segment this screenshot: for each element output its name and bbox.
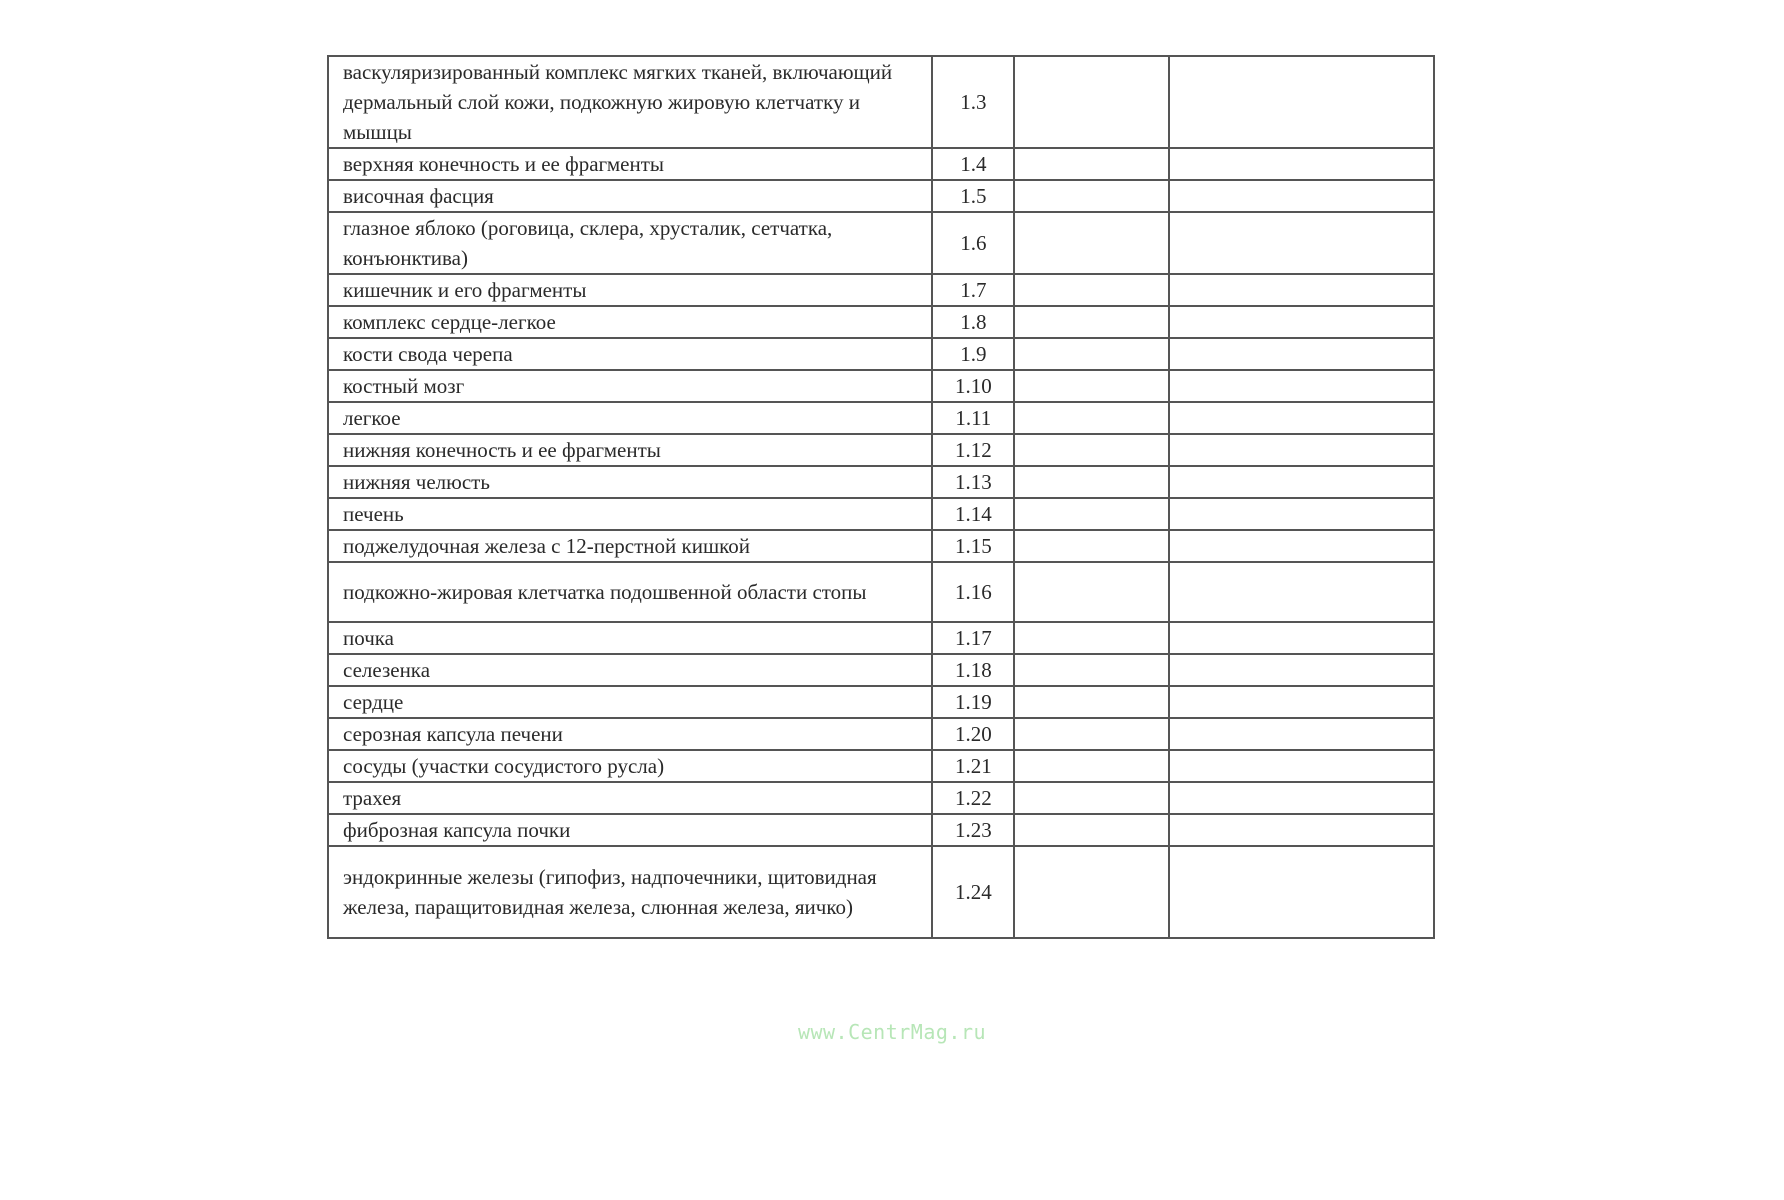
organ-name-cell: серозная капсула печени [328,718,932,750]
table-row [328,686,1434,718]
organ-name-cell: нижняя конечность и ее фрагменты [328,434,932,466]
organ-code-cell: 1.16 [932,562,1014,622]
table-row [328,750,1434,782]
table-row [328,402,1434,434]
organ-name-cell: нижняя челюсть [328,466,932,498]
organ-code-cell: 1.4 [932,148,1014,180]
table-row [328,846,1434,938]
empty-cell [1014,782,1169,814]
empty-cell [1014,466,1169,498]
organ-name-cell: сосуды (участки сосудистого русла) [328,750,932,782]
organ-table [327,55,1435,939]
organ-code-cell: 1.14 [932,498,1014,530]
organ-name-cell: поджелудочная железа с 12-перстной кишкой [328,530,932,562]
organ-code-cell: 1.17 [932,622,1014,654]
empty-cell [1014,306,1169,338]
organ-name-cell: кишечник и его фрагменты [328,274,932,306]
table-row [328,148,1434,180]
organ-code-cell: 1.18 [932,654,1014,686]
empty-cell [1169,562,1434,622]
table-row [328,466,1434,498]
organ-code-cell: 1.13 [932,466,1014,498]
empty-cell [1014,148,1169,180]
empty-cell [1014,686,1169,718]
empty-cell [1014,56,1169,148]
empty-cell [1014,212,1169,274]
empty-cell [1169,686,1434,718]
empty-cell [1014,180,1169,212]
empty-cell [1014,718,1169,750]
organ-name-cell: печень [328,498,932,530]
organ-name-cell: височная фасция [328,180,932,212]
organ-code-cell: 1.11 [932,402,1014,434]
organ-code-cell: 1.15 [932,530,1014,562]
table-row [328,370,1434,402]
organ-name-cell: селезенка [328,654,932,686]
table-row [328,814,1434,846]
organ-name-cell: васкуляризированный комплекс мягких тканей, включающий дермальный слой кожи, подкожную жировую клетчатку и мышцы [328,56,932,148]
empty-cell [1169,498,1434,530]
table-row [328,306,1434,338]
empty-cell [1169,750,1434,782]
empty-cell [1014,274,1169,306]
organ-code-cell: 1.23 [932,814,1014,846]
organ-name-cell: подкожно-жировая клетчатка подошвенной области стопы [328,562,932,622]
empty-cell [1014,654,1169,686]
empty-cell [1169,434,1434,466]
organ-code-cell: 1.10 [932,370,1014,402]
empty-cell [1169,212,1434,274]
empty-cell [1169,306,1434,338]
organ-name-cell: верхняя конечность и ее фрагменты [328,148,932,180]
empty-cell [1169,530,1434,562]
organ-table-body [328,56,1434,938]
empty-cell [1014,530,1169,562]
organ-code-cell: 1.19 [932,686,1014,718]
table-row [328,56,1434,148]
empty-cell [1169,654,1434,686]
empty-cell [1014,498,1169,530]
organ-name-cell: почка [328,622,932,654]
empty-cell [1169,402,1434,434]
organ-code-cell: 1.20 [932,718,1014,750]
organ-code-cell: 1.24 [932,846,1014,938]
organ-name-cell: трахея [328,782,932,814]
empty-cell [1014,750,1169,782]
empty-cell [1169,622,1434,654]
organ-name-cell: костный мозг [328,370,932,402]
empty-cell [1169,814,1434,846]
empty-cell [1014,622,1169,654]
table-row [328,274,1434,306]
empty-cell [1014,370,1169,402]
empty-cell [1014,846,1169,938]
table-row [328,654,1434,686]
organ-name-cell: кости свода черепа [328,338,932,370]
table-row [328,338,1434,370]
empty-cell [1014,814,1169,846]
table-row [328,622,1434,654]
organ-code-cell: 1.12 [932,434,1014,466]
organ-name-cell: легкое [328,402,932,434]
empty-cell [1169,782,1434,814]
table-row [328,782,1434,814]
empty-cell [1169,338,1434,370]
organ-code-cell: 1.6 [932,212,1014,274]
organ-code-cell: 1.7 [932,274,1014,306]
organ-code-cell: 1.21 [932,750,1014,782]
empty-cell [1169,846,1434,938]
table-row [328,212,1434,274]
empty-cell [1014,562,1169,622]
organ-code-cell: 1.22 [932,782,1014,814]
empty-cell [1169,56,1434,148]
organ-code-cell: 1.8 [932,306,1014,338]
organ-name-cell: эндокринные железы (гипофиз, надпочечники, щитовидная железа, паращитовидная железа, слюнная железа, яичко) [328,846,932,938]
empty-cell [1014,402,1169,434]
organ-name-cell: фиброзная капсула почки [328,814,932,846]
empty-cell [1014,434,1169,466]
empty-cell [1169,274,1434,306]
table-row [328,498,1434,530]
organ-name-cell: глазное яблоко (роговица, склера, хрусталик, сетчатка, конъюнктива) [328,212,932,274]
table-row [328,562,1434,622]
organ-code-cell: 1.5 [932,180,1014,212]
empty-cell [1169,718,1434,750]
watermark-text: www.CentrMag.ru [797,1020,987,1044]
empty-cell [1169,370,1434,402]
table-row [328,180,1434,212]
organ-code-cell: 1.3 [932,56,1014,148]
empty-cell [1169,466,1434,498]
table-row [328,530,1434,562]
empty-cell [1169,180,1434,212]
organ-code-cell: 1.9 [932,338,1014,370]
empty-cell [1169,148,1434,180]
table-row [328,718,1434,750]
organ-name-cell: сердце [328,686,932,718]
organ-name-cell: комплекс сердце-легкое [328,306,932,338]
table-row [328,434,1434,466]
empty-cell [1014,338,1169,370]
